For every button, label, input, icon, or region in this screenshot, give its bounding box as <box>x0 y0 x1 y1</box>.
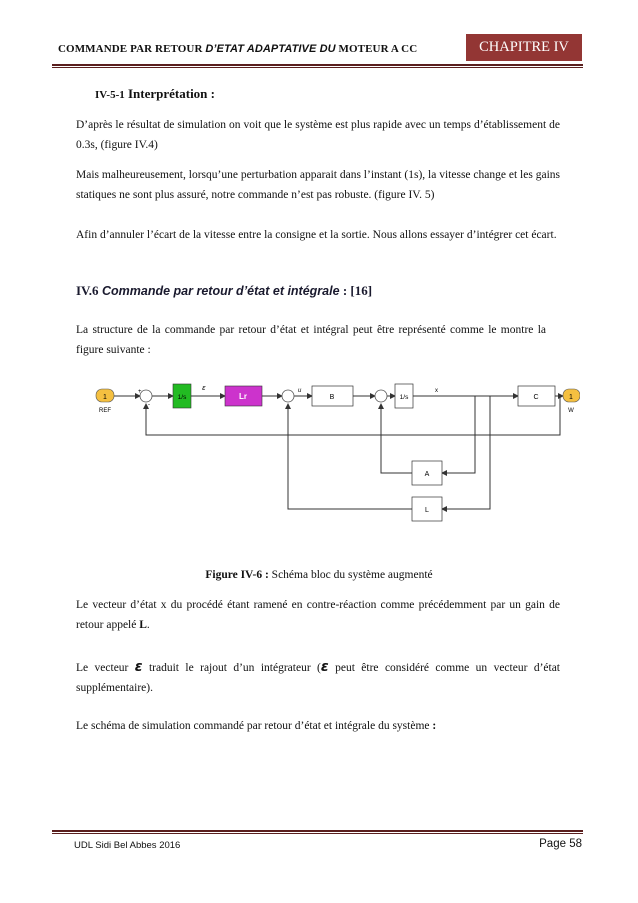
running-header-title: COMMANDE PAR RETOUR D’ETAT ADAPTATIVE DU MOTEUR A CC <box>58 43 418 55</box>
paragraph-5: Le vecteur d’état x du procédé étant ramené en contre-réaction comme précédemment par un gain de retour appelé L. <box>76 599 560 631</box>
block-l-label: L <box>425 507 429 514</box>
gain-lr-label: Lr <box>239 392 247 401</box>
page-number: Page 58 <box>539 838 582 850</box>
header-rule-thin <box>52 67 583 68</box>
epsilon-symbol: ε <box>134 659 143 675</box>
footer-institution: UDL Sidi Bel Abbes 2016 <box>74 840 181 851</box>
paragraph-4: La structure de la commande par retour d’état et intégral peut être représenté comme le montre la figure suivante : <box>76 324 546 356</box>
input-port-label: REF <box>99 408 111 414</box>
footer-rule-thin <box>52 833 583 834</box>
paragraph-1: D’après le résultat de simulation on voit que le système est plus rapide avec un temps d’établissement de 0.3s, (figure IV.4) <box>76 119 560 151</box>
block-c-label: C <box>533 394 539 401</box>
block-diagram <box>90 375 580 530</box>
figure-caption: Figure IV-6 : Schéma bloc du système augmenté <box>205 569 433 581</box>
paragraph-2: Mais malheureusement, lorsqu’une perturbation apparait dans l’instant (1s), la vitesse change et les gains statiques ne sont plus assuré, notre commande n’est pas robuste. (figure IV. 5) <box>76 169 560 201</box>
output-port-label: W <box>568 408 574 414</box>
sum-junction-3 <box>375 390 387 402</box>
epsilon-signal-label: ε <box>202 384 206 392</box>
header-rule <box>52 64 583 66</box>
sum-junction-1 <box>140 390 152 402</box>
input-port-number: 1 <box>103 394 107 401</box>
footer-rule <box>52 830 583 832</box>
block-b-label: B <box>329 394 335 401</box>
section-heading-interpretation: IV-5-1 Interprétation : <box>95 86 215 101</box>
svg-text:+: + <box>138 389 142 395</box>
u-signal-label: u <box>298 388 302 394</box>
section-heading-commande: IV.6 Commande par retour d’état et intégrale : [16] <box>76 283 373 298</box>
svg-text:-: - <box>148 402 150 408</box>
paragraph-6: Le vecteur ε traduit le rajout d’un intégrateur (ε peut être considéré comme un vecteur d’état supplémentaire). <box>76 659 560 694</box>
paragraph-3: Afin d’annuler l’écart de la vitesse entre la consigne et la sortie. Nous allons essayer d’intégrer cet écart. <box>76 229 557 241</box>
state-integrator-label: 1/s <box>399 394 409 401</box>
paragraph-7: Le schéma de simulation commandé par retour d’état et intégrale du système : <box>76 720 437 732</box>
epsilon-symbol-2: ε <box>320 659 329 675</box>
x-signal-label: x <box>435 388 438 394</box>
output-port-number: 1 <box>569 394 573 401</box>
block-a-label: A <box>424 471 430 478</box>
chapter-badge: CHAPITRE IV <box>466 34 582 61</box>
integrator-label: 1/s <box>177 394 187 401</box>
sum-junction-2 <box>282 390 294 402</box>
